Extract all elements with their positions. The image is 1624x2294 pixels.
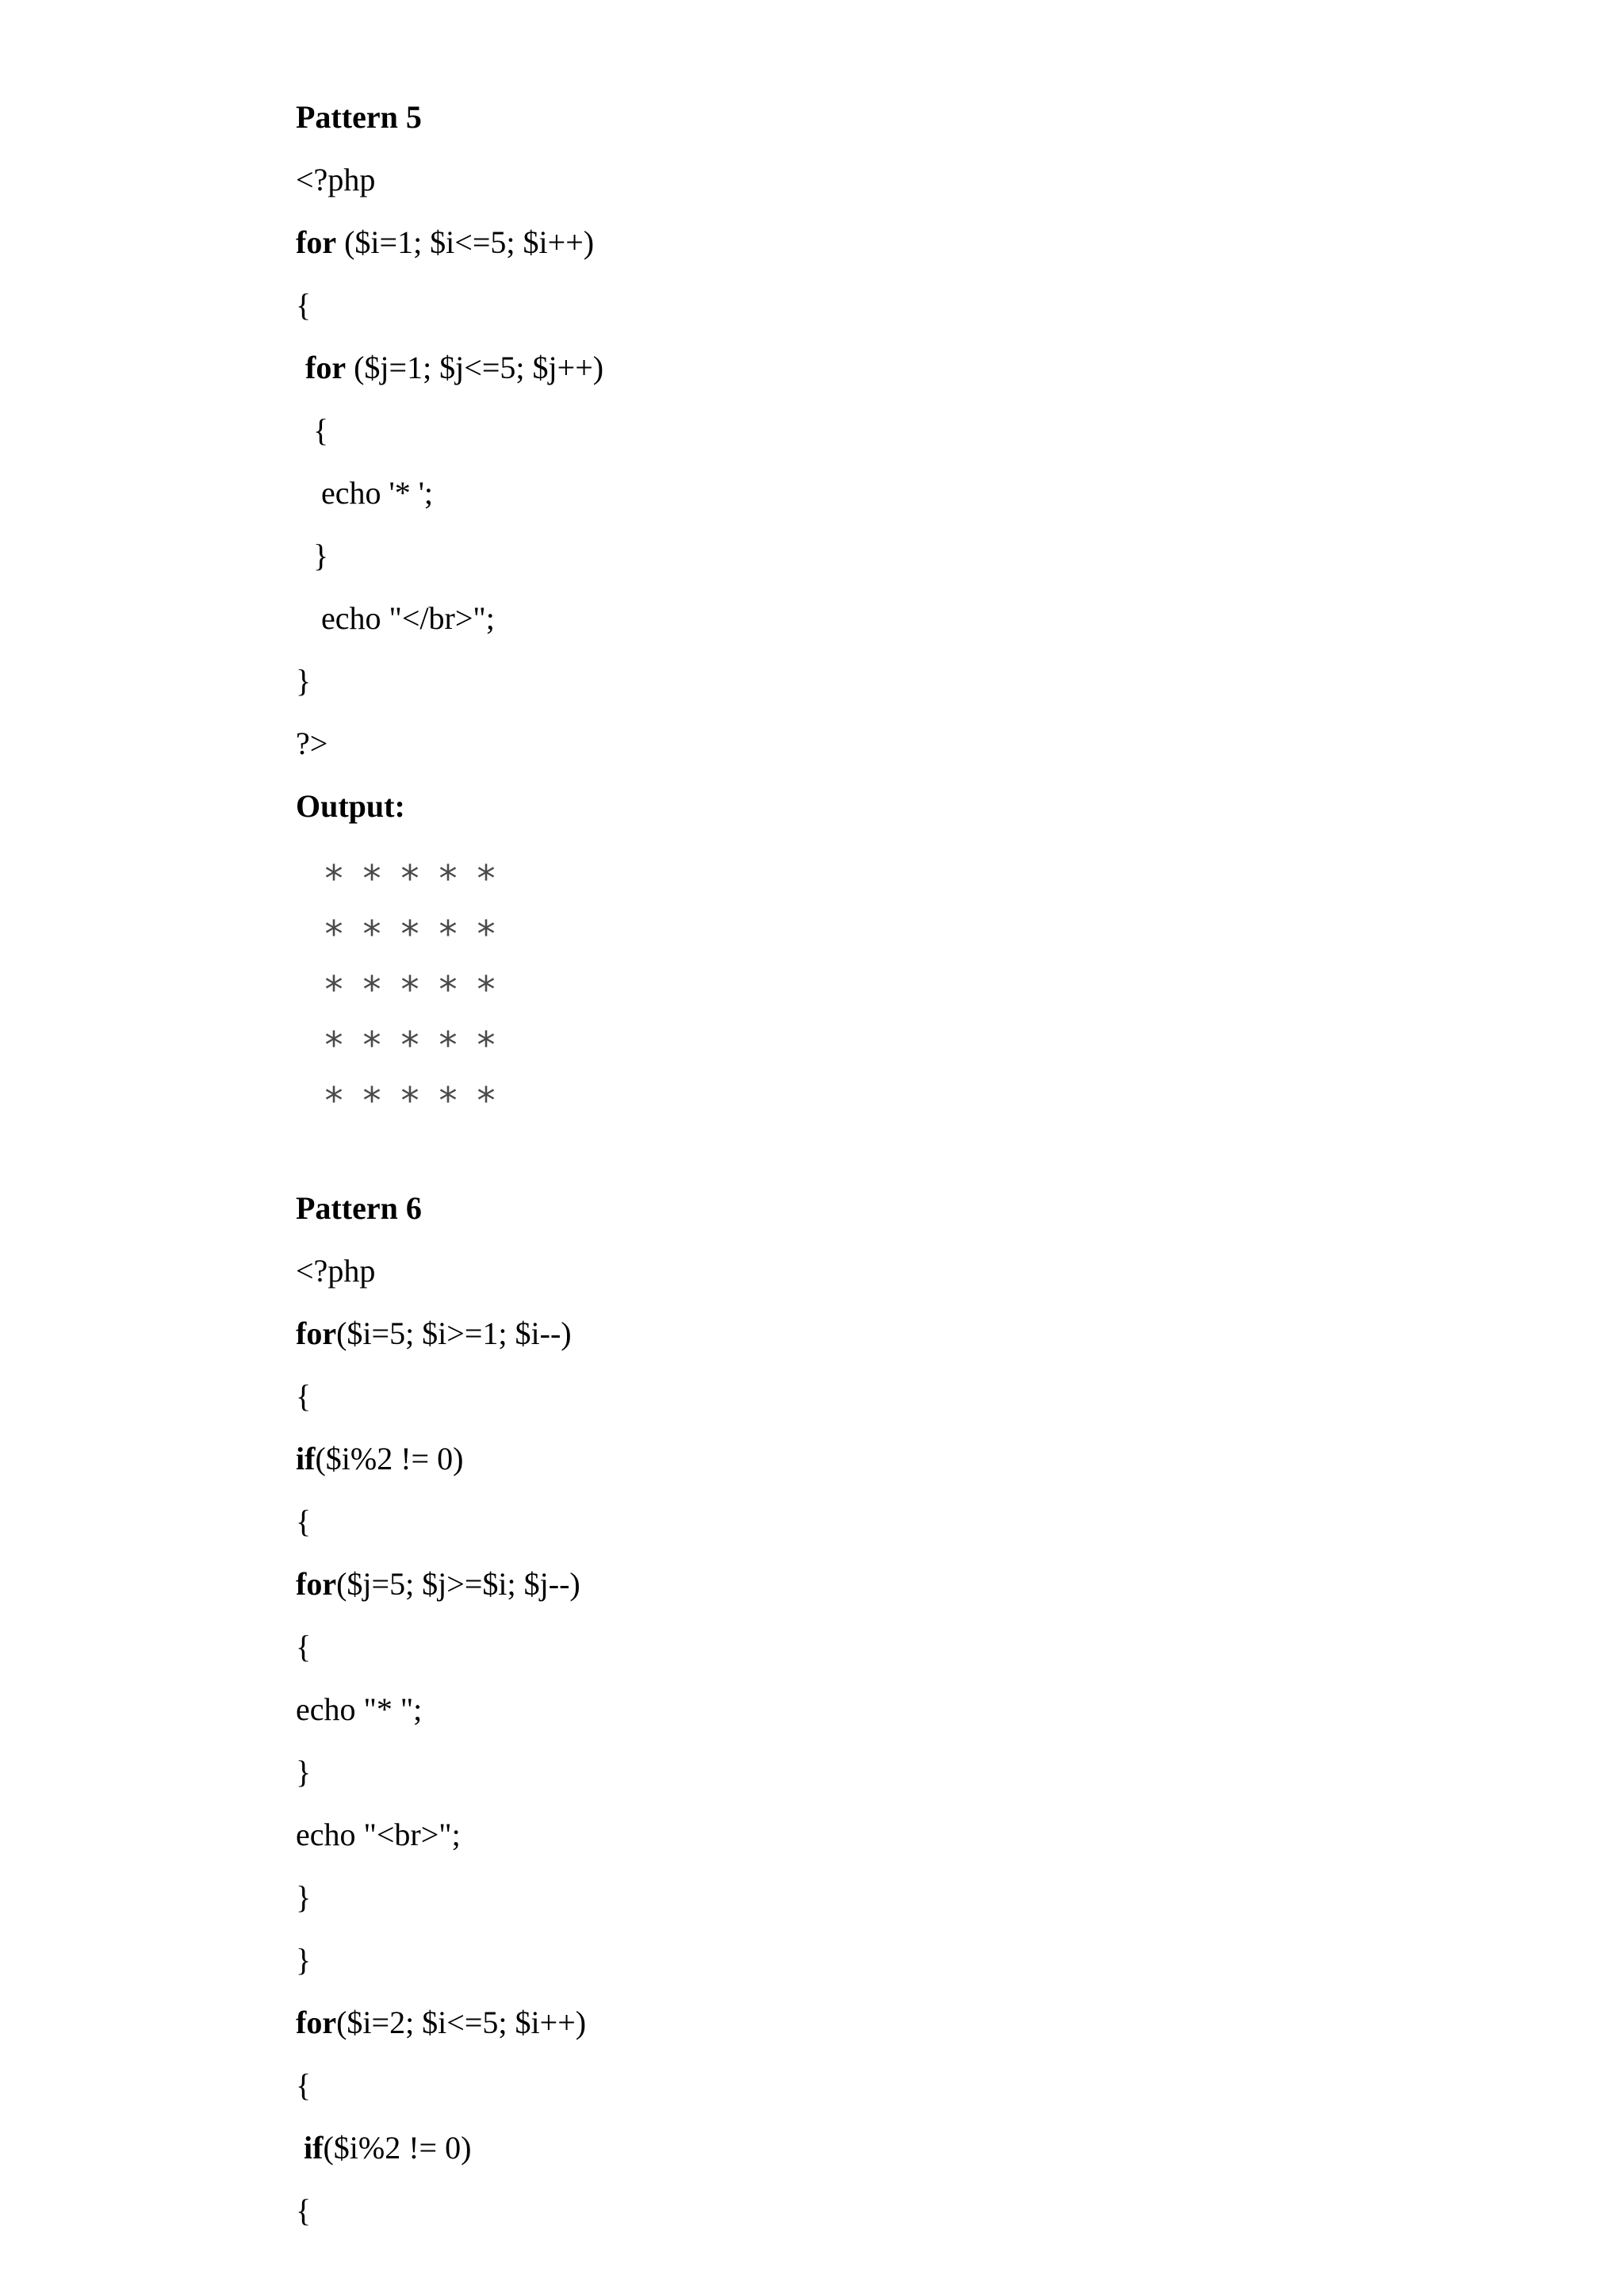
keyword: for — [305, 350, 347, 385]
code-line — [296, 2004, 586, 2042]
star-row — [324, 968, 496, 1019]
star-glyph: * — [362, 1079, 381, 1122]
code-line: <?php — [296, 1253, 376, 1289]
code-line: echo "</br>"; — [321, 600, 495, 636]
star-glyph: * — [324, 968, 343, 1011]
star-glyph: * — [439, 1079, 458, 1122]
star-glyph: * — [400, 968, 419, 1011]
star-glyph: * — [400, 1024, 419, 1067]
code-line: { — [296, 1629, 312, 1664]
keyword: for — [296, 224, 337, 260]
star-row — [324, 857, 496, 908]
code-text: ($i=5; $i>=1; $i--) — [336, 1316, 572, 1351]
keyword: for — [296, 1316, 337, 1351]
code-line: echo '* '; — [321, 475, 434, 511]
code-line: { — [296, 1378, 312, 1414]
star-glyph: * — [362, 1024, 381, 1067]
star-glyph: * — [439, 1024, 458, 1067]
code-text: ($j=5; $j>=$i; $j--) — [336, 1566, 580, 1602]
output-label: Output: — [296, 788, 405, 824]
code-line: echo "* "; — [296, 1691, 423, 1727]
code-line: <?php — [296, 162, 376, 197]
star-glyph: * — [400, 857, 419, 900]
code-line — [296, 224, 594, 262]
star-glyph: * — [324, 1024, 343, 1067]
code-line: } — [313, 538, 329, 573]
keyword: if — [296, 1441, 316, 1476]
code-text: ($i=2; $i<=5; $i++) — [336, 2005, 587, 2040]
star-glyph: * — [400, 913, 419, 956]
code-line: { — [296, 2193, 312, 2228]
star-glyph: * — [477, 857, 496, 900]
star-row — [324, 1079, 496, 1130]
pattern-5-heading: Pattern 5 — [296, 99, 422, 135]
star-glyph: * — [439, 857, 458, 900]
code-line — [305, 349, 603, 387]
star-glyph: * — [477, 1079, 496, 1122]
keyword: for — [296, 1566, 337, 1602]
star-row — [324, 913, 496, 963]
star-glyph: * — [477, 1024, 496, 1067]
code-line: ?> — [296, 726, 328, 761]
pattern-6-heading: Pattern 6 — [296, 1190, 422, 1226]
output-star-grid — [324, 857, 530, 1130]
code-line: } — [296, 1754, 312, 1790]
code-text: ($i=1; $i<=5; $i++) — [336, 224, 595, 260]
star-glyph: * — [324, 913, 343, 956]
star-glyph: * — [477, 968, 496, 1011]
code-line: { — [296, 287, 312, 323]
star-glyph: * — [439, 968, 458, 1011]
star-glyph: * — [362, 857, 381, 900]
star-glyph: * — [477, 913, 496, 956]
code-line: } — [296, 1879, 312, 1915]
code-line: { — [296, 1503, 312, 1539]
code-text: ($i%2 != 0) — [315, 1441, 464, 1476]
code-line: { — [296, 2067, 312, 2103]
code-line — [296, 1315, 572, 1353]
star-row — [324, 1024, 496, 1074]
code-line: { — [313, 412, 329, 448]
star-glyph: * — [400, 1079, 419, 1122]
keyword: for — [296, 2005, 337, 2040]
code-line — [304, 2129, 471, 2167]
code-line: echo "<br>"; — [296, 1817, 461, 1852]
star-glyph: * — [324, 857, 343, 900]
keyword: if — [304, 2130, 324, 2166]
code-text: ($j=1; $j<=5; $j++) — [346, 350, 604, 385]
code-line — [296, 1440, 463, 1478]
star-glyph: * — [439, 913, 458, 956]
star-glyph: * — [324, 1079, 343, 1122]
star-glyph: * — [362, 913, 381, 956]
code-line: } — [296, 663, 312, 699]
code-text: ($i%2 != 0) — [323, 2130, 472, 2166]
code-line: } — [296, 1942, 312, 1978]
star-glyph: * — [362, 968, 381, 1011]
code-line — [296, 1565, 580, 1603]
